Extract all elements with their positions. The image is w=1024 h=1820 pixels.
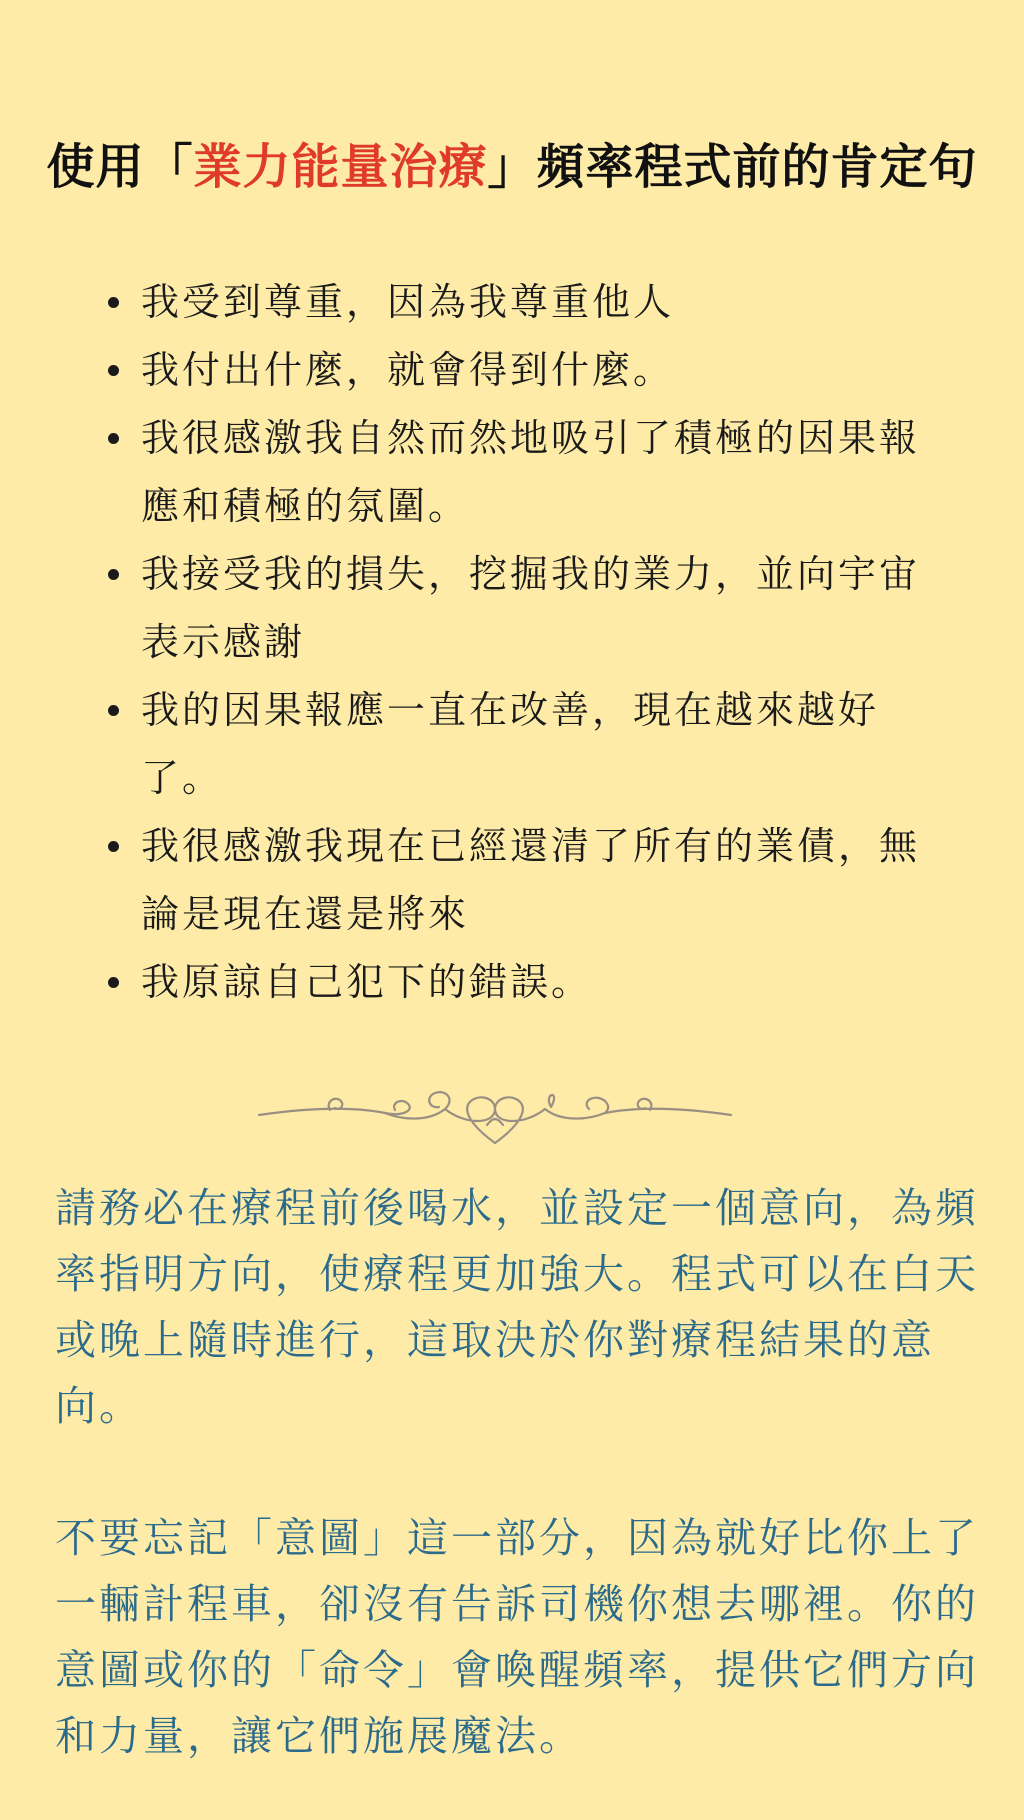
- bullet-icon: [108, 297, 119, 308]
- affirmation-list: [100, 268, 960, 1016]
- bullet-icon: [108, 705, 119, 716]
- title-suffix: 」頻率程式前的肯定句: [487, 139, 978, 196]
- bullet-icon: [108, 977, 119, 988]
- bullet-icon: [108, 841, 119, 852]
- bullet-icon: [108, 569, 119, 580]
- affirmation-text: 我付出什麼，就會得到什麼。: [141, 348, 675, 392]
- list-item: [100, 268, 960, 336]
- affirmation-text: 我接受我的損失，挖掘我的業力，並向宇宙表示感謝: [141, 552, 921, 664]
- list-item: [100, 812, 960, 948]
- affirmation-text: 我受到尊重，因為我尊重他人: [141, 280, 675, 324]
- list-item: [100, 676, 960, 812]
- affirmation-text: 我原諒自己犯下的錯誤。: [141, 960, 593, 1004]
- affirmation-text: 我很感激我自然而然地吸引了積極的因果報應和積極的氛圍。: [141, 416, 921, 528]
- affirmation-text: 我的因果報應一直在改善，現在越來越好了。: [141, 688, 880, 800]
- title-highlight: 業力能量治療: [193, 139, 488, 196]
- page-title: [0, 132, 1024, 202]
- list-item: [100, 948, 960, 1016]
- list-item: [100, 404, 960, 540]
- bullet-icon: [108, 433, 119, 444]
- intention-paragraph: 不要忘記「意圖」這一部分，因為就好比你上了一輛計程車，卻沒有告訴司機你想去哪裡。你的意圖或你的「命令」會喚醒頻率，提供它們方向和力量，讓它們施展魔法。: [55, 1514, 979, 1760]
- list-item: [100, 540, 960, 676]
- affirmation-text: 我很感激我現在已經還清了所有的業債，無論是現在還是將來: [141, 824, 921, 936]
- title-prefix: 使用「: [46, 139, 194, 196]
- bullet-icon: [108, 365, 119, 376]
- ornamental-divider-icon: [255, 1075, 735, 1150]
- instruction-paragraph: 請務必在療程前後喝水，並設定一個意向，為頻率指明方向，使療程更加強大。程式可以在白天或晚上隨時進行，這取決於你對療程結果的意向。: [55, 1184, 979, 1430]
- list-item: [100, 336, 960, 404]
